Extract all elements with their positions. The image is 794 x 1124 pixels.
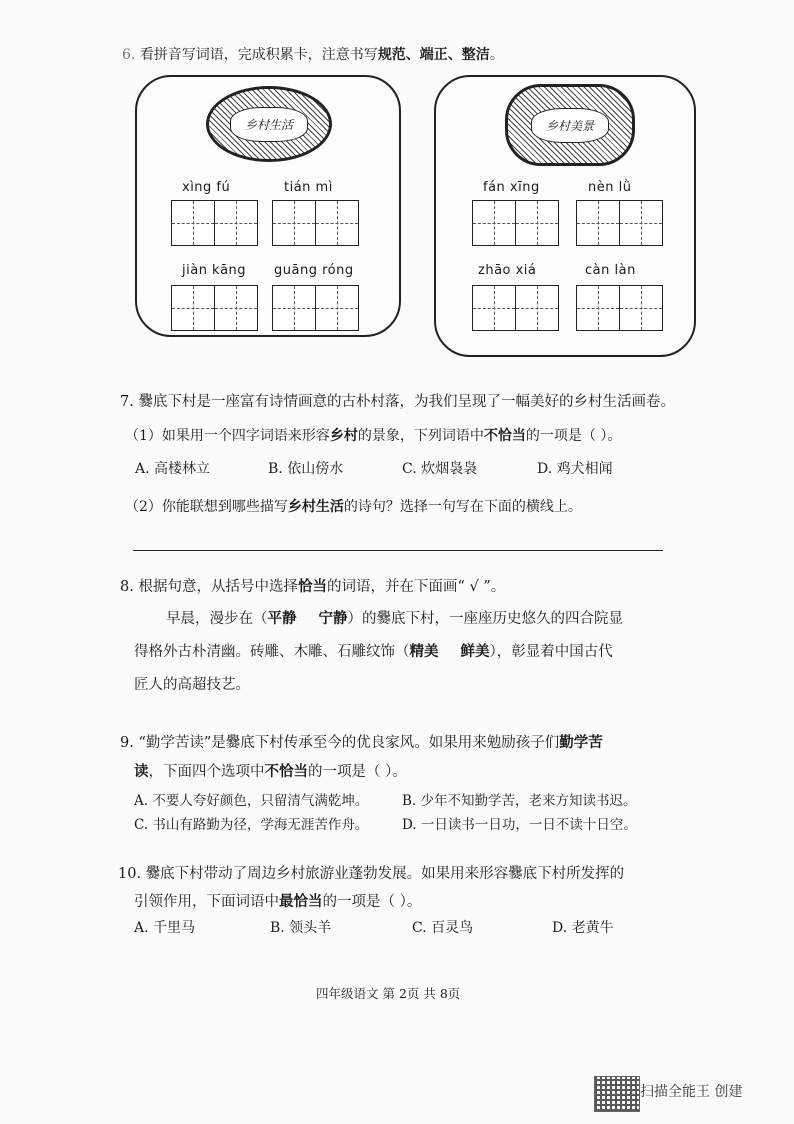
- q6-emphasis: 规范、端正、整洁: [377, 47, 490, 63]
- pinyin-nenlv: nèn lǜ: [588, 180, 632, 195]
- q7-option-b[interactable]: B. 依山傍水: [268, 461, 344, 477]
- q10-option-d[interactable]: D. 老黄牛: [552, 920, 614, 936]
- writing-cell[interactable]: [576, 285, 620, 331]
- q9-l2-emph2: 不恰当: [264, 763, 308, 780]
- q10-stem-line-2: [134, 893, 421, 911]
- q8-choice-xianmei[interactable]: 鲜美: [460, 643, 490, 660]
- card-1-title: 乡村生活: [230, 107, 308, 142]
- writing-grid-canlan[interactable]: [576, 285, 661, 331]
- pinyin-zhaoxia: zhāo xiá: [478, 263, 537, 278]
- writing-cell[interactable]: [619, 200, 663, 246]
- writing-grid-xingfu[interactable]: [171, 200, 256, 246]
- q7-option-a[interactable]: A. 高楼林立: [135, 461, 211, 477]
- scanner-watermark: 扫描全能王 创建: [640, 1084, 743, 1100]
- writing-grid-zhaoxia[interactable]: [472, 285, 557, 331]
- q7-option-d[interactable]: D. 鸡犬相闻: [537, 461, 613, 477]
- q8-stem: [120, 578, 505, 596]
- pinyin-fanxing: fán xīng: [483, 180, 540, 195]
- writing-cell[interactable]: [272, 285, 316, 331]
- q8-passage-line-1: [166, 610, 623, 628]
- card-2-badge: [505, 84, 635, 166]
- writing-cell[interactable]: [515, 285, 559, 331]
- q8-choice-pingjing[interactable]: 平静: [267, 610, 297, 627]
- q9-stem-line-2: [134, 763, 407, 781]
- q7-sub1-text2: 的景象，下列词语中: [357, 428, 484, 444]
- q8-l1-text2: ）的爨底下村，一座座历史悠久的四合院显: [347, 611, 623, 627]
- writing-grid-guangrong[interactable]: [272, 285, 357, 331]
- scanner-logo-icon: [594, 1076, 640, 1112]
- q9-l2-answer: 的一项是（ ）。: [308, 764, 407, 780]
- q8-passage-line-2: [134, 643, 613, 661]
- card-2-title: 乡村美景: [531, 108, 609, 143]
- card-1-badge: [206, 86, 332, 162]
- q10-l2-emph: 最恰当: [279, 893, 323, 910]
- writing-cell[interactable]: [315, 200, 359, 246]
- writing-grid-fanxing[interactable]: [472, 200, 557, 246]
- q9-l2-emph: 读: [134, 763, 149, 780]
- q9-option-b[interactable]: B. 少年不知勤学苦，老来方知读书迟。: [402, 793, 637, 809]
- q7-sub1-emph: 乡村: [329, 428, 358, 444]
- q8-choice-ningjing[interactable]: 宁静: [318, 610, 348, 627]
- q7-option-c[interactable]: C. 炊烟袅袅: [402, 461, 478, 477]
- writing-grid-tianmi[interactable]: [272, 200, 357, 246]
- q9-l1-emph: 勤学苦: [559, 734, 603, 751]
- q9-option-d[interactable]: D. 一日读书一日功，一日不读十日空。: [402, 817, 637, 833]
- q8-passage-line-3: 匠人的高超技艺。: [134, 677, 250, 693]
- q8-stem-text2: 的词语，并在下面画“ √ ”。: [326, 579, 506, 595]
- writing-cell[interactable]: [171, 200, 215, 246]
- q8-l2-text2: ），彰显着中国古代: [489, 644, 613, 660]
- pinyin-jiankang: jiàn kāng: [182, 263, 247, 278]
- q7-sub2: [125, 498, 582, 516]
- q10-stem-line-1: 10. 爨底下村带动了周边乡村旅游业蓬勃发展。如果用来形容爨底下村所发挥的: [118, 866, 625, 882]
- q9-stem-line-1: [120, 734, 603, 752]
- q7-sub2-emph: 乡村生活: [287, 499, 344, 515]
- q7-sub1-emph2: 不恰当: [483, 428, 526, 444]
- q7-stem: 7. 爨底下村是一座富有诗情画意的古朴村落，为我们呈现了一幅美好的乡村生活画卷。: [120, 394, 675, 410]
- q6-heading: [122, 46, 504, 64]
- page-footer: 四年级语文 第 2页 共 8页: [316, 986, 461, 1001]
- writing-cell[interactable]: [214, 200, 258, 246]
- q9-l1-text: 9. “勤学苦读”是爨底下村传承至今的优良家风。如果用来勉励孩子们: [120, 735, 560, 751]
- q10-option-a[interactable]: A. 千里马: [134, 920, 196, 936]
- q8-stem-text: 8. 根据句意，从括号中选择: [120, 579, 298, 595]
- writing-cell[interactable]: [472, 285, 516, 331]
- q7-sub1-text: （1）如果用一个四字词语来形容: [125, 428, 330, 444]
- q6-end: 。: [489, 47, 504, 63]
- writing-cell[interactable]: [272, 200, 316, 246]
- writing-grid-jiankang[interactable]: [171, 285, 256, 331]
- pinyin-xingfu: xìng fú: [182, 180, 231, 195]
- q6-number: 6.: [122, 47, 136, 63]
- q8-l2-text: 得格外古朴清幽。砖雕、木雕、石雕纹饰（: [134, 644, 410, 660]
- q6-text: 看拼音写词语，完成积累卡，注意书写: [139, 47, 378, 63]
- writing-cell[interactable]: [315, 285, 359, 331]
- q8-stem-emph: 恰当: [297, 578, 327, 595]
- q7-sub1: [125, 427, 621, 445]
- q10-l2-text: 引领作用，下面词语中: [134, 894, 279, 910]
- writing-cell[interactable]: [472, 200, 516, 246]
- writing-cell[interactable]: [214, 285, 258, 331]
- writing-cell[interactable]: [171, 285, 215, 331]
- q7-sub1-answer: 的一项是（ ）。: [525, 428, 622, 444]
- q8-l1-text: 早晨，漫步在（: [166, 611, 268, 627]
- pinyin-guangrong: guāng róng: [274, 263, 354, 278]
- q7-answer-line[interactable]: [133, 550, 663, 551]
- pinyin-tianmi: tián mì: [284, 180, 333, 195]
- q7-sub2-text: （2）你能联想到哪些描写: [125, 499, 288, 515]
- q8-choice-jingmei[interactable]: 精美: [409, 643, 439, 660]
- pinyin-canlan: càn làn: [585, 263, 636, 278]
- q9-l2-text: ，下面四个选项中: [148, 764, 265, 780]
- q10-l2-answer: 的一项是（ ）。: [322, 894, 422, 910]
- writing-cell[interactable]: [576, 200, 620, 246]
- writing-cell[interactable]: [619, 285, 663, 331]
- writing-cell[interactable]: [515, 200, 559, 246]
- q10-option-b[interactable]: B. 领头羊: [270, 920, 332, 936]
- writing-grid-nenlv[interactable]: [576, 200, 661, 246]
- q9-option-a[interactable]: A. 不要人夸好颜色，只留清气满乾坤。: [134, 793, 369, 809]
- q7-sub2-text2: 的诗句？选择一句写在下面的横线上。: [343, 499, 582, 515]
- q9-option-c[interactable]: C. 书山有路勤为径，学海无涯苦作舟。: [134, 817, 369, 833]
- q10-option-c[interactable]: C. 百灵鸟: [412, 920, 474, 936]
